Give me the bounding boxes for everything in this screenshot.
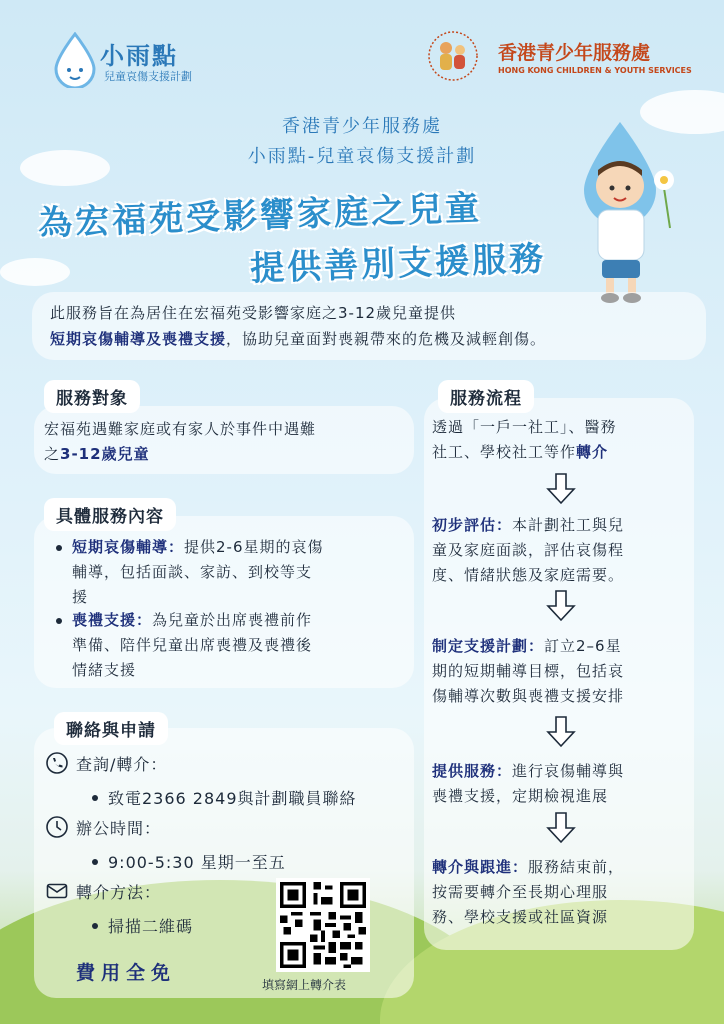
mascot-illustration <box>568 118 688 308</box>
main-title-line1: 為宏福苑受影響家庭之兒童 <box>37 188 483 244</box>
contact-method-label: 轉介方法： <box>76 883 162 902</box>
intro-line2 <box>50 328 546 349</box>
org-emblem-icon <box>424 30 482 82</box>
arrow-down-icon <box>546 716 576 748</box>
contact-heading: 聯絡與申請 <box>54 712 168 745</box>
intro-line1: 此服務旨在為居住在宏福苑受影響家庭之3-12歲兒童提供 <box>50 304 457 322</box>
cloud <box>0 258 70 286</box>
target-heading: 服務對象 <box>44 380 140 413</box>
flow-step5-line2: 按需要轉介至長期心理服 <box>432 883 609 901</box>
qr-code[interactable] <box>276 878 370 972</box>
contact-enquiry-item: 致電2366 2849與計劃職員聯絡 <box>108 789 357 808</box>
flow-step4-line1: 提供服務：進行哀傷輔導與 <box>432 762 625 780</box>
main-title-line2: 提供善別支援服務 <box>249 238 547 290</box>
bullet <box>56 618 62 624</box>
flow-step1-line1: 透過「一戶一社工」、醫務 <box>432 418 617 436</box>
intro-line2-rest: ，協助兒童面對喪親帶來的危機及減輕創傷。 <box>226 330 547 348</box>
flow-step2-line1: 初步評估：本計劃社工與兒 <box>432 516 625 534</box>
raindrop-icon <box>52 32 98 88</box>
bullet <box>92 859 98 865</box>
target-line2: 之3-12歲兒童 <box>44 445 150 463</box>
project-logo-name: 小雨點 <box>100 42 178 70</box>
intro-highlight: 短期哀傷輔導及喪禮支援 <box>50 330 227 348</box>
flow-step4-line2: 喪禮支援，定期檢視進展 <box>432 787 609 805</box>
flow-step1-line2: 社工、學校社工等作轉介 <box>432 443 609 461</box>
content-item1-line2: 輔導，包括面談、家訪、到校等支 <box>72 563 313 581</box>
bullet <box>92 923 98 929</box>
contact-method-item: 掃描二維碼 <box>108 917 194 936</box>
clock-icon <box>46 816 68 838</box>
bullet <box>92 795 98 801</box>
heading-org: 香港青少年服務處 <box>282 116 442 137</box>
flow-step3-line2: 期的短期輔導目標，包括哀 <box>432 662 625 680</box>
org-name: 香港青少年服務處 <box>498 42 651 64</box>
content-item2-line1: 喪禮支援：為兒童於出席喪禮前作 <box>72 611 313 629</box>
arrow-down-icon <box>546 473 576 505</box>
contact-hours-item: 9:00-5:30 星期一至五 <box>108 853 286 872</box>
flow-step5-line3: 務、學校支援或社區資源 <box>432 908 609 926</box>
org-name-english: HONG KONG CHILDREN & YOUTH SERVICES <box>498 66 692 75</box>
contact-enquiry-label: 查詢/轉介： <box>76 755 168 774</box>
project-logo <box>52 32 212 90</box>
bullet <box>56 545 62 551</box>
content-item1-line1: 短期哀傷輔導：提供2-6星期的哀傷 <box>72 538 324 556</box>
arrow-down-icon <box>546 812 576 844</box>
intro-panel <box>32 292 706 360</box>
flow-step2-line3: 度、情緒狀態及家庭需要。 <box>432 566 625 584</box>
heading-project: 小雨點-兒童哀傷支援計劃 <box>247 146 477 167</box>
content-item2-line3: 情緒支援 <box>72 661 137 679</box>
project-logo-subtitle: 兒童哀傷支援計劃 <box>104 70 192 83</box>
phone-icon <box>46 752 68 774</box>
org-logo <box>424 30 694 80</box>
flow-heading: 服務流程 <box>438 380 534 413</box>
target-line1: 宏福苑遇難家庭或有家人於事件中遇難 <box>44 420 317 438</box>
flow-step3-line3: 傷輔導次數與喪禮支援安排 <box>432 687 625 705</box>
flow-step2-line2: 童及家庭面談，評估哀傷程 <box>432 541 625 559</box>
content-heading: 具體服務內容 <box>44 498 176 531</box>
flow-step3-line1: 制定支援計劃：訂立2–6星 <box>432 637 622 655</box>
contact-hours-label: 辦公時間： <box>76 819 162 838</box>
content-item1-line3: 援 <box>72 588 89 606</box>
mail-icon <box>46 880 68 902</box>
free-of-charge: 費用全免 <box>76 962 177 984</box>
flow-step5-line1: 轉介與跟進：服務結束前， <box>432 858 625 876</box>
qr-caption: 填寫網上轉介表 <box>262 978 347 992</box>
arrow-down-icon <box>546 590 576 622</box>
content-item2-line2: 準備、陪伴兒童出席喪禮及喪禮後 <box>72 636 313 654</box>
